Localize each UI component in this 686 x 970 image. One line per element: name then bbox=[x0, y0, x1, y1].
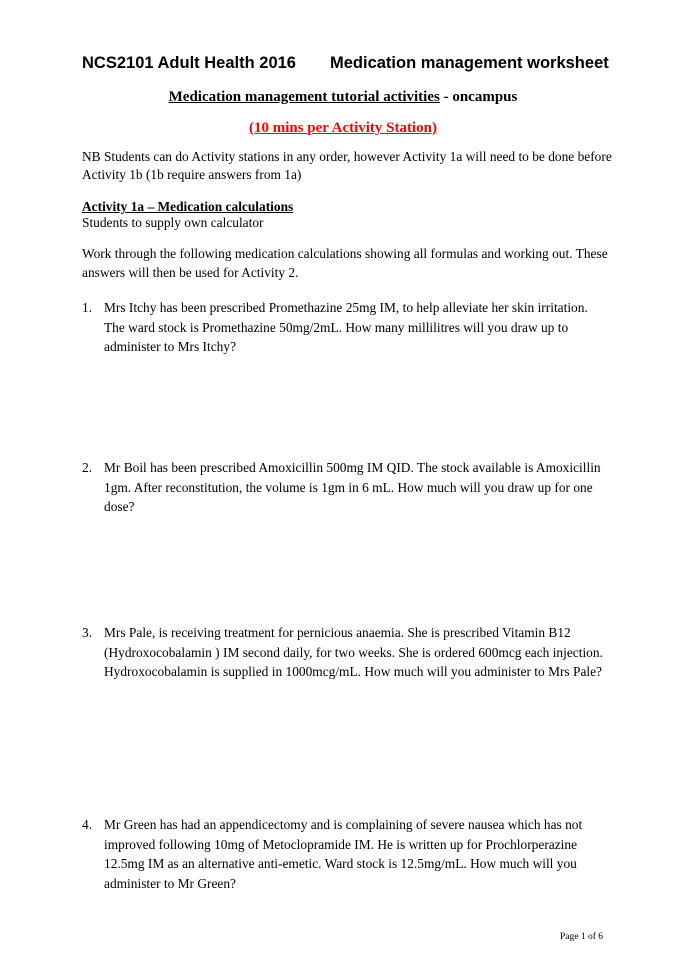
question-text: Mrs Pale, is receiving treatment for pernicious anaemia. She is prescribed Vitamin B12 (Hydroxocobalamin ) IM second daily, for two weeks. She is ordered 600mcg each injection. Hydroxocobalamin is supplied in 1000mcg/mL. How much will you administer to Mrs Pale? bbox=[104, 625, 603, 679]
activity-requirement: Students to supply own calculator bbox=[82, 215, 264, 230]
course-title: NCS2101 Adult Health 2016 bbox=[82, 54, 296, 72]
timing-note: (10 mins per Activity Station) bbox=[248, 120, 438, 136]
question-text: Mr Green has had an appendicectomy and is complaining of severe nausea which has not improved following 10mg of Metoclopramide IM. He is written up for Prochlorperazine 12.5mg IM as an alternative anti-emetic. Ward stock is 12.5mg/mL. How much will you administer to Mr Green? bbox=[104, 817, 583, 891]
question-text: Mrs Itchy has been prescribed Promethazine 25mg IM, to help alleviate her skin irritation. The ward stock is Promethazine 50mg/2mL. How many millilitres will you draw up to administer to Mrs Itchy? bbox=[104, 300, 588, 354]
question-number: 3. bbox=[82, 625, 93, 640]
question-3 bbox=[82, 623, 609, 682]
question-number: 2. bbox=[82, 460, 93, 475]
question-2 bbox=[82, 458, 609, 517]
page-number: Page 1 of 6 bbox=[560, 932, 604, 942]
activity-heading: Activity 1a – Medication calculations bbox=[82, 199, 294, 214]
worksheet-title: Medication management worksheet bbox=[330, 54, 609, 72]
question-text: Mr Boil has been prescribed Amoxicillin 500mg IM QID. The stock available is Amoxicillin 1gm. After reconstitution, the volume is 1gm in 6 mL. How much will you draw up for one dose? bbox=[104, 460, 601, 514]
nb-note: NB Students can do Activity stations in any order, however Activity 1a will need to be done before Activity 1b (1b require answers from 1a) bbox=[82, 149, 612, 182]
question-4 bbox=[82, 815, 609, 893]
page-subtitle bbox=[0, 89, 686, 106]
subtitle-suffix: - oncampus bbox=[439, 89, 518, 105]
subtitle-main: Medication management tutorial activities bbox=[168, 89, 440, 105]
activity-instructions: Work through the following medication calculations showing all formulas and working out. These answers will then be used for Activity 2. bbox=[82, 246, 608, 280]
question-number: 4. bbox=[82, 817, 93, 832]
question-1 bbox=[82, 298, 609, 357]
question-number: 1. bbox=[82, 300, 93, 315]
